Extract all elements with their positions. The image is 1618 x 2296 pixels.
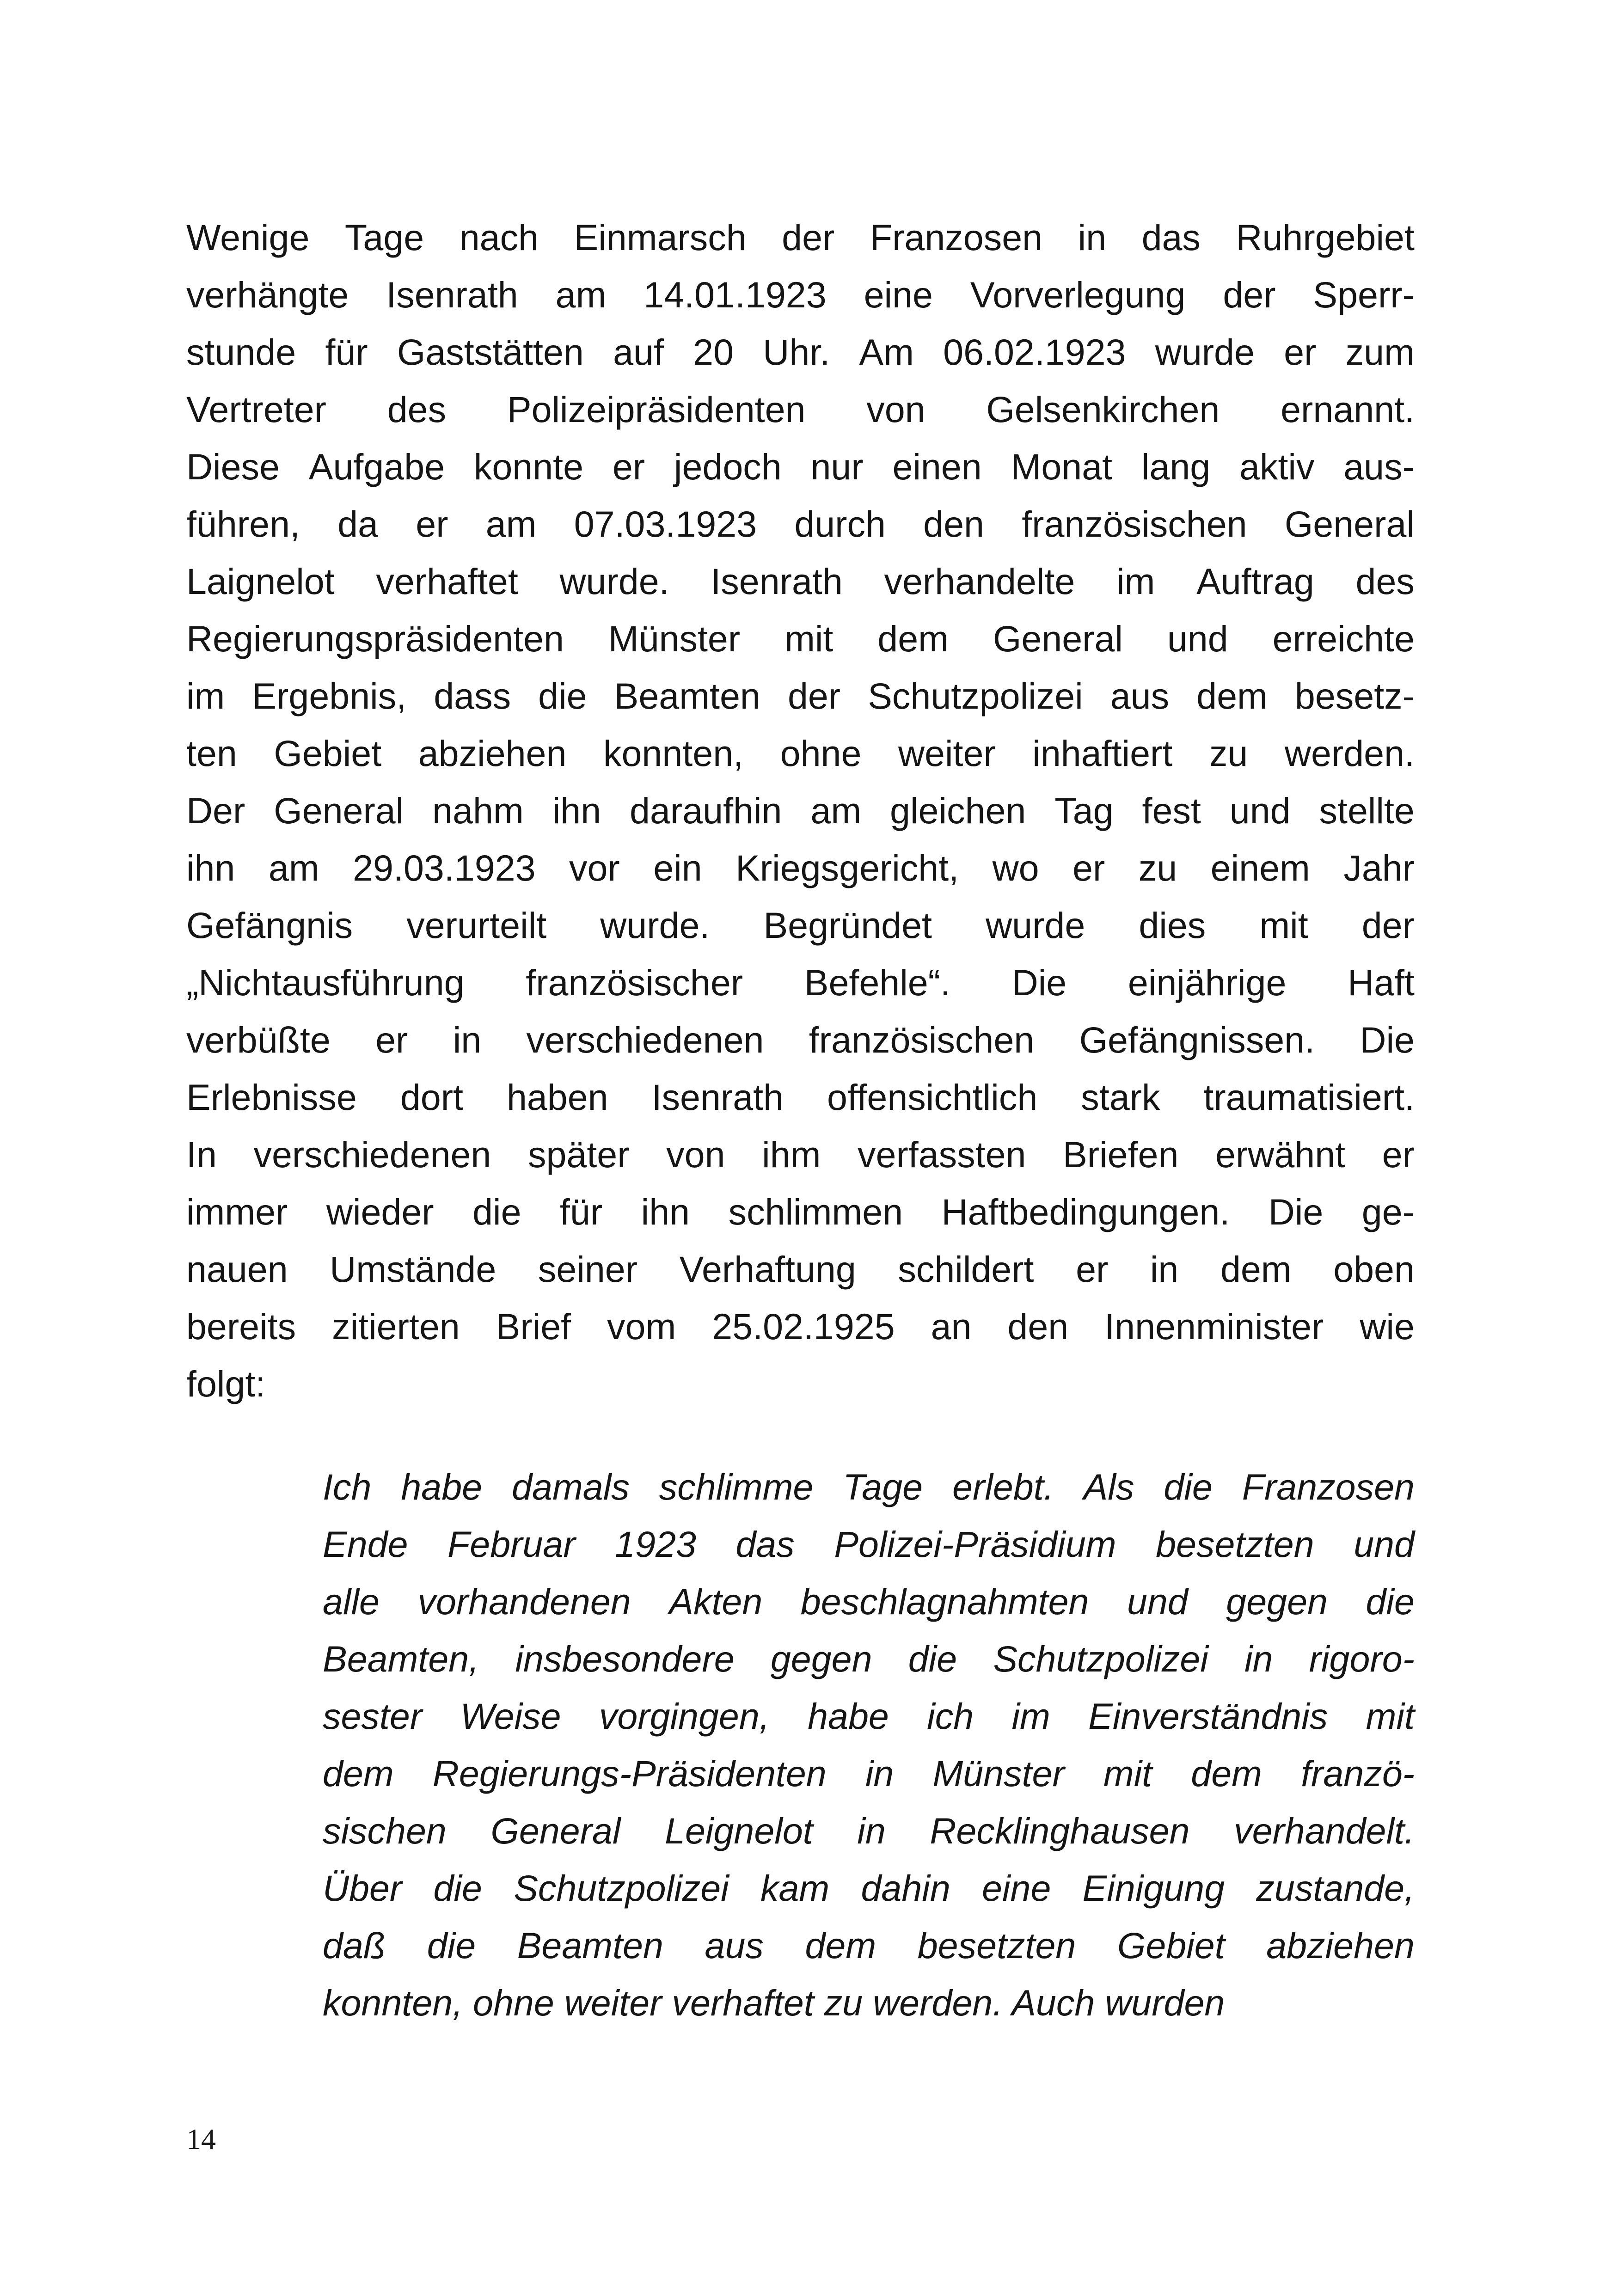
word: Ich xyxy=(323,1466,372,1507)
word: Ruhrgebiet xyxy=(1236,217,1415,258)
word: Als xyxy=(1083,1466,1134,1507)
word: Tag xyxy=(1054,790,1114,831)
word: vorhandenen xyxy=(417,1581,631,1622)
word: des xyxy=(387,389,447,430)
word: er xyxy=(1382,1134,1415,1175)
word: Umstände xyxy=(330,1249,496,1290)
word: am xyxy=(555,274,607,315)
word: General xyxy=(490,1810,621,1851)
word: Wenige xyxy=(186,217,310,258)
word: Schutzpolizei xyxy=(868,675,1083,716)
word: besetzten xyxy=(917,1925,1076,1966)
paragraph-line xyxy=(186,553,1415,610)
word: nauen xyxy=(186,1249,288,1290)
word: einjährige xyxy=(1128,962,1287,1003)
word: Isenrath xyxy=(711,561,843,602)
word: ihn xyxy=(186,847,235,888)
word: Befehle“. xyxy=(804,962,950,1003)
word: aus xyxy=(705,1925,764,1966)
word: vor xyxy=(569,847,620,888)
word: er xyxy=(1076,1249,1109,1290)
word: gegen xyxy=(770,1638,872,1679)
word: die xyxy=(908,1638,957,1679)
paragraph-line xyxy=(186,667,1415,725)
word: erreichte xyxy=(1272,618,1415,659)
word: verhängte xyxy=(186,274,349,315)
word: Februar xyxy=(447,1524,576,1565)
word: 20 xyxy=(693,331,734,373)
paragraph-line xyxy=(186,438,1415,496)
word: er xyxy=(1073,847,1105,888)
word: werden. xyxy=(1284,733,1415,774)
word: 07.03.1923 xyxy=(574,503,757,545)
word: wurde. xyxy=(600,905,710,946)
word: das xyxy=(735,1524,795,1565)
word: da xyxy=(337,503,379,545)
word: aus xyxy=(1110,675,1170,716)
word: Franzosen xyxy=(1242,1466,1415,1507)
word: ein xyxy=(653,847,702,888)
word: und xyxy=(1354,1524,1415,1565)
quote-line xyxy=(323,1516,1415,1573)
word: einen xyxy=(892,446,982,487)
word: verschiedenen xyxy=(253,1134,491,1175)
word: abziehen xyxy=(1266,1925,1415,1966)
word: wo xyxy=(992,847,1039,888)
word: verhandelte xyxy=(884,561,1075,602)
word: damals xyxy=(512,1466,630,1507)
word: aus- xyxy=(1343,446,1415,487)
word: verbüßte xyxy=(186,1019,331,1060)
word: französischer xyxy=(526,962,743,1003)
word: Die xyxy=(1360,1019,1415,1060)
word: und xyxy=(1127,1581,1188,1622)
word: er xyxy=(1284,331,1317,373)
word: durch xyxy=(794,503,886,545)
word: besetz- xyxy=(1294,675,1415,716)
word: habe xyxy=(808,1696,889,1737)
word: des xyxy=(1355,561,1415,602)
word: stark xyxy=(1081,1077,1160,1118)
word: inhaftiert xyxy=(1032,733,1173,774)
word: besetzten xyxy=(1156,1524,1314,1565)
word: Recklinghausen xyxy=(930,1810,1190,1851)
word: die xyxy=(427,1925,476,1966)
word: der xyxy=(787,675,841,716)
word: die xyxy=(538,675,587,716)
word: erwähnt xyxy=(1215,1134,1346,1175)
paragraph-line xyxy=(186,266,1415,324)
word: Franzosen xyxy=(870,217,1043,258)
word: bereits xyxy=(186,1306,296,1347)
word: sischen xyxy=(323,1810,447,1851)
word: die xyxy=(433,1867,482,1909)
word: Sperr- xyxy=(1313,274,1415,315)
word: dem xyxy=(1191,1753,1262,1794)
body-paragraph xyxy=(186,209,1415,1413)
paragraph-line xyxy=(186,209,1415,266)
word: Auftrag xyxy=(1196,561,1314,602)
word: die xyxy=(1366,1581,1415,1622)
word: wurde xyxy=(986,905,1085,946)
word: gleichen xyxy=(890,790,1026,831)
word: Monat xyxy=(1011,446,1113,487)
word: Uhr. xyxy=(763,331,830,373)
word: ihm xyxy=(762,1134,821,1175)
paragraph-line xyxy=(186,839,1415,897)
paragraph-line xyxy=(186,954,1415,1011)
word: Einmarsch xyxy=(574,217,747,258)
word: alle xyxy=(323,1581,380,1622)
word: verhandelt. xyxy=(1234,1810,1415,1851)
word: nahm xyxy=(432,790,524,831)
paragraph-line xyxy=(186,1241,1415,1298)
word: und xyxy=(1229,790,1291,831)
word: vom xyxy=(607,1306,676,1347)
word: habe xyxy=(401,1466,483,1507)
word: Regierungspräsidenten xyxy=(186,618,564,659)
paragraph-line: folgt: xyxy=(186,1363,266,1404)
word: ihn xyxy=(641,1191,690,1232)
word: eine xyxy=(864,274,933,315)
word: traumatisiert. xyxy=(1203,1077,1415,1118)
word: dahin xyxy=(861,1867,950,1909)
word: die xyxy=(1164,1466,1213,1507)
word: Einverständnis xyxy=(1088,1696,1328,1737)
word: Brief xyxy=(496,1306,571,1347)
paragraph-line xyxy=(186,1298,1415,1355)
word: konnten, xyxy=(603,733,744,774)
word: er xyxy=(416,503,448,545)
word: Der xyxy=(186,790,245,831)
word: dem xyxy=(323,1753,394,1794)
word: vorgingen, xyxy=(599,1696,770,1737)
word: sester xyxy=(323,1696,423,1737)
word: 25.02.1925 xyxy=(712,1306,895,1347)
word: „Nichtausführung xyxy=(186,962,465,1003)
word: schildert xyxy=(898,1249,1034,1290)
word: beschlagnahmten xyxy=(800,1581,1089,1622)
word: abziehen xyxy=(418,733,567,774)
word: französischen xyxy=(1022,503,1247,545)
page-number: 14 xyxy=(186,2123,216,2155)
word: haben xyxy=(506,1077,608,1118)
word: am xyxy=(268,847,319,888)
word: Vorverlegung xyxy=(970,274,1186,315)
word: franzö- xyxy=(1301,1753,1415,1794)
word: ge- xyxy=(1361,1191,1415,1232)
word: im xyxy=(186,675,225,716)
word: Gebiet xyxy=(274,733,382,774)
quote-line xyxy=(323,1860,1415,1917)
word: General xyxy=(274,790,404,831)
word: In xyxy=(186,1134,217,1175)
paragraph-line xyxy=(186,324,1415,381)
word: die xyxy=(472,1191,521,1232)
word: insbesondere xyxy=(515,1638,735,1679)
word: wurde. xyxy=(559,561,669,602)
word: Vertreter xyxy=(186,389,326,430)
quote-line xyxy=(323,1573,1415,1630)
word: Münster xyxy=(932,1753,1065,1794)
word: verschiedenen xyxy=(526,1019,764,1060)
word: Weise xyxy=(460,1696,561,1737)
paragraph-line xyxy=(186,1069,1415,1126)
word: an xyxy=(931,1306,972,1347)
word: mit xyxy=(1103,1753,1152,1794)
paragraph-line xyxy=(186,1183,1415,1241)
word: zitierten xyxy=(332,1306,460,1347)
word: in xyxy=(453,1019,482,1060)
word: Regierungs-Präsidenten xyxy=(432,1753,827,1794)
word: Briefen xyxy=(1063,1134,1179,1175)
word: wie xyxy=(1360,1306,1415,1347)
word: Gefängnissen. xyxy=(1079,1019,1315,1060)
word: zum xyxy=(1345,331,1415,373)
quote-line xyxy=(323,1630,1415,1688)
word: Gaststätten xyxy=(397,331,584,373)
word: ernannt. xyxy=(1281,389,1415,430)
paragraph-line xyxy=(186,1011,1415,1069)
word: Ergebnis, xyxy=(252,675,407,716)
word: Kriegsgericht, xyxy=(735,847,959,888)
word: dem xyxy=(877,618,949,659)
quote-line xyxy=(323,1458,1415,1516)
paragraph-line xyxy=(186,496,1415,553)
paragraph-line xyxy=(186,610,1415,667)
word: ten xyxy=(186,733,237,774)
word: in xyxy=(857,1810,886,1851)
word: der xyxy=(1361,905,1415,946)
word: ihn xyxy=(552,790,601,831)
word: nur xyxy=(810,446,864,487)
word: er xyxy=(612,446,645,487)
word: in xyxy=(865,1753,894,1794)
paragraph-line xyxy=(186,897,1415,954)
word: lang xyxy=(1141,446,1211,487)
word: General xyxy=(1284,503,1415,545)
word: dies xyxy=(1139,905,1206,946)
word: Beamten xyxy=(517,1925,663,1966)
word: konnte xyxy=(473,446,584,487)
word: Gelsenkirchen xyxy=(986,389,1220,430)
word: eine xyxy=(982,1867,1051,1909)
word: Innenminister xyxy=(1104,1306,1324,1347)
word: den xyxy=(923,503,984,545)
word: Erlebnisse xyxy=(186,1077,357,1118)
word: Akten xyxy=(669,1581,763,1622)
word: am xyxy=(810,790,862,831)
word: Haftbedingungen. xyxy=(941,1191,1230,1232)
word: Verhaftung xyxy=(679,1249,856,1290)
paragraph-line xyxy=(186,725,1415,782)
word: Begründet xyxy=(763,905,932,946)
word: daß xyxy=(323,1925,386,1966)
word: Gefängnis xyxy=(186,905,353,946)
word: 14.01.1923 xyxy=(644,274,827,315)
word: für xyxy=(325,331,368,373)
word: Gebiet xyxy=(1117,1925,1225,1966)
word: Einigung xyxy=(1082,1867,1225,1909)
word: Laignelot xyxy=(186,561,335,602)
word: einem xyxy=(1210,847,1310,888)
word: Beamten xyxy=(614,675,760,716)
word: dem xyxy=(1220,1249,1292,1290)
word: ich xyxy=(927,1696,974,1737)
word: in xyxy=(1244,1638,1273,1679)
word: wieder xyxy=(326,1191,434,1232)
word: zu xyxy=(1138,847,1177,888)
quote-line xyxy=(323,1745,1415,1802)
word: Die xyxy=(1268,1191,1324,1232)
word: fest xyxy=(1142,790,1201,831)
paragraph-line xyxy=(186,381,1415,438)
word: der xyxy=(782,217,835,258)
quote-line: konnten, ohne weiter verhaftet zu werden. Auch wurden xyxy=(323,1982,1225,2023)
quote-line xyxy=(323,1802,1415,1860)
quote-line xyxy=(323,1688,1415,1745)
word: immer xyxy=(186,1191,288,1232)
word: Diese xyxy=(186,446,280,487)
word: aktiv xyxy=(1239,446,1315,487)
word: Polizei-Präsidium xyxy=(834,1524,1116,1565)
word: 06.02.1923 xyxy=(943,331,1126,373)
paragraph-line xyxy=(186,782,1415,839)
word: kam xyxy=(760,1867,830,1909)
word: Jahr xyxy=(1343,847,1415,888)
block-quote xyxy=(323,1458,1415,2032)
word: 1923 xyxy=(615,1524,696,1565)
word: französischen xyxy=(809,1019,1035,1060)
word: Die xyxy=(1011,962,1067,1003)
word: 29.03.1923 xyxy=(353,847,536,888)
word: oben xyxy=(1333,1249,1415,1290)
word: stellte xyxy=(1319,790,1415,831)
word: Schutzpolizei xyxy=(514,1867,729,1909)
word: von xyxy=(866,389,925,430)
word: Über xyxy=(323,1867,402,1909)
word: dort xyxy=(400,1077,463,1118)
word: auf xyxy=(613,331,664,373)
word: zu xyxy=(1209,733,1248,774)
word: ohne xyxy=(780,733,862,774)
word: in xyxy=(1150,1249,1179,1290)
word: nach xyxy=(459,217,539,258)
word: seiner xyxy=(538,1249,638,1290)
word: Tage xyxy=(843,1466,923,1507)
word: in xyxy=(1078,217,1107,258)
word: im xyxy=(1116,561,1155,602)
word: rigoro- xyxy=(1309,1638,1415,1679)
word: Beamten, xyxy=(323,1638,479,1679)
word: für xyxy=(559,1191,603,1232)
word: das xyxy=(1141,217,1201,258)
word: später xyxy=(527,1134,630,1175)
word: zustande, xyxy=(1256,1867,1415,1909)
word: wurde xyxy=(1155,331,1255,373)
word: Tage xyxy=(344,217,424,258)
word: mit xyxy=(1259,905,1308,946)
word: am xyxy=(485,503,537,545)
word: Polizeipräsidenten xyxy=(507,389,806,430)
word: Haft xyxy=(1348,962,1415,1003)
word: Ende xyxy=(323,1524,408,1565)
word: Münster xyxy=(608,618,741,659)
word: stunde xyxy=(186,331,296,373)
word: verfassten xyxy=(858,1134,1026,1175)
word: Aufgabe xyxy=(308,446,445,487)
word: Leignelot xyxy=(665,1810,813,1851)
word: gegen xyxy=(1226,1581,1328,1622)
word: jedoch xyxy=(674,446,782,487)
word: den xyxy=(1007,1306,1069,1347)
word: daraufhin xyxy=(630,790,782,831)
word: verhaftet xyxy=(376,561,518,602)
word: verurteilt xyxy=(406,905,547,946)
word: der xyxy=(1223,274,1276,315)
word: offensichtlich xyxy=(827,1077,1038,1118)
word: Schutzpolizei xyxy=(993,1638,1208,1679)
word: weiter xyxy=(898,733,996,774)
word: dem xyxy=(1196,675,1268,716)
word: und xyxy=(1167,618,1228,659)
word: Isenrath xyxy=(386,274,518,315)
word: erlebt. xyxy=(952,1466,1054,1507)
word: schlimmen xyxy=(728,1191,903,1232)
word: von xyxy=(666,1134,725,1175)
word: General xyxy=(993,618,1123,659)
word: schlimme xyxy=(659,1466,814,1507)
word: mit xyxy=(784,618,834,659)
word: er xyxy=(375,1019,408,1060)
word: führen, xyxy=(186,503,300,545)
word: dem xyxy=(805,1925,876,1966)
word: Isenrath xyxy=(651,1077,784,1118)
word: im xyxy=(1011,1696,1050,1737)
quote-line xyxy=(323,1917,1415,1974)
word: dass xyxy=(434,675,511,716)
word: mit xyxy=(1366,1696,1415,1737)
paragraph-line xyxy=(186,1126,1415,1183)
word: Am xyxy=(859,331,914,373)
